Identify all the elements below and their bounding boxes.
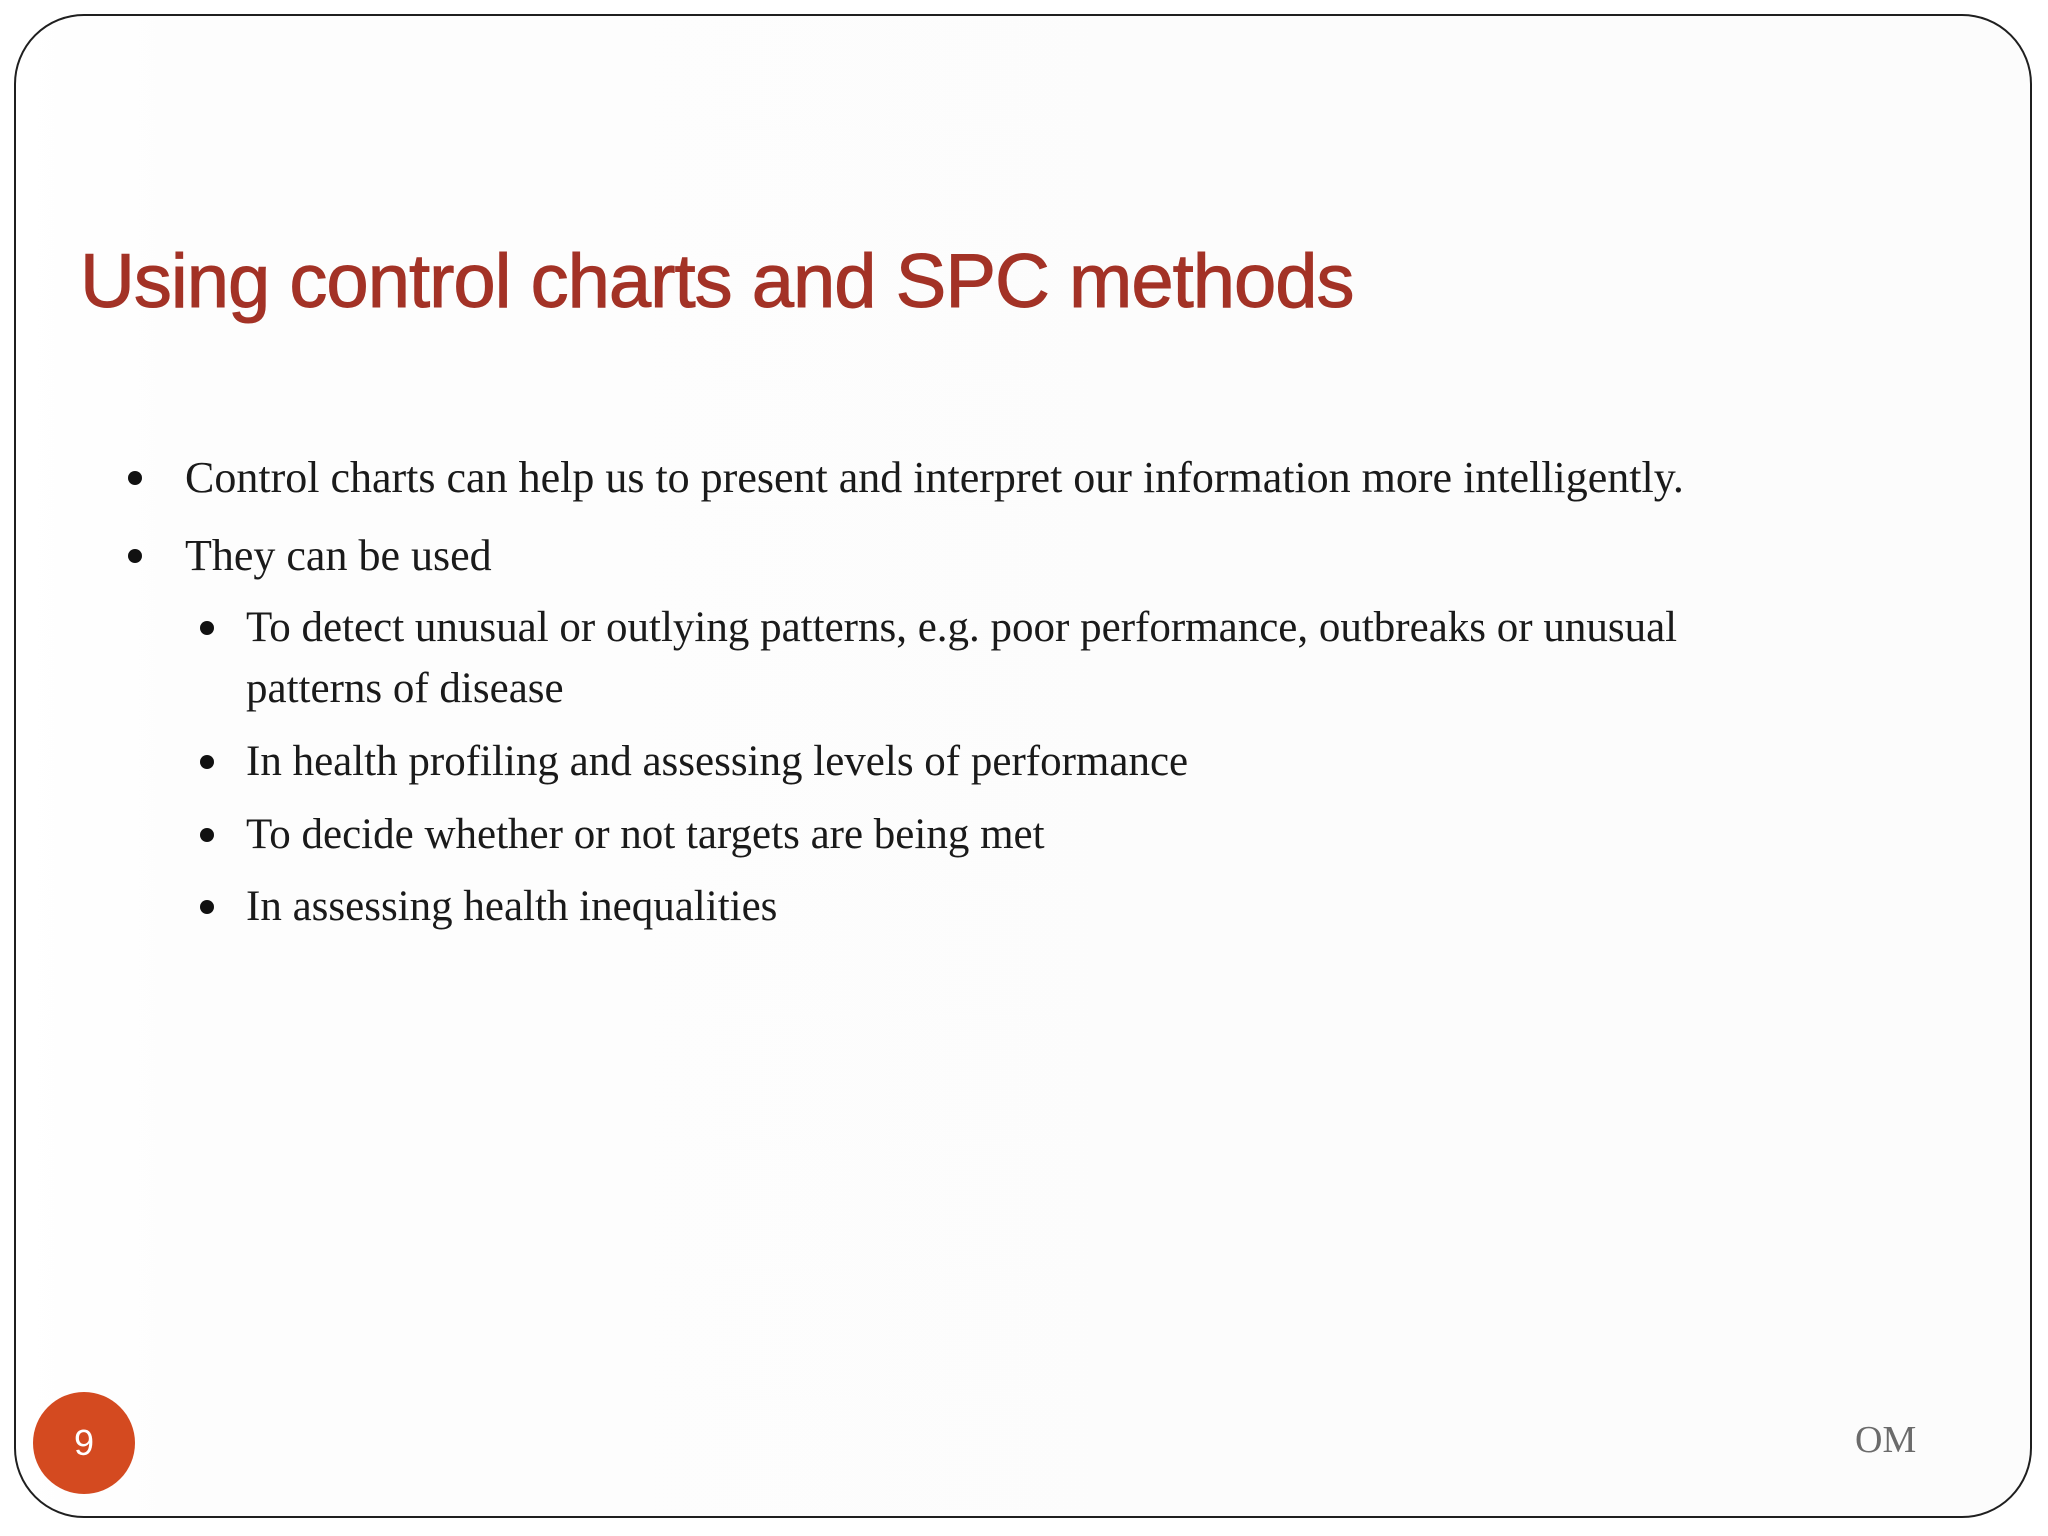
bullet-dot-icon (200, 900, 214, 914)
bullet-text: Control charts can help us to present and interpret our information more intelligently. (185, 453, 1684, 502)
page-number-badge: 9 (33, 1392, 135, 1494)
bullet-dot-icon (128, 549, 142, 563)
slide-title: Using control charts and SPC methods (80, 239, 1354, 324)
bullet-dot-icon (128, 471, 142, 485)
sub-bullet-text: To detect unusual or outlying patterns, e.g. poor performance, outbreaks or unusual (246, 604, 1678, 651)
bullet-dot-icon (200, 828, 214, 842)
sub-bullet-text: In assessing health inequalities (246, 883, 778, 930)
footer-text: OM (1855, 1419, 1917, 1461)
sub-bullet-text-continued: patterns of disease (246, 665, 564, 712)
sub-bullet-text: In health profiling and assessing levels of performance (246, 738, 1189, 785)
bullet-dot-icon (200, 621, 214, 635)
bullet-text: They can be used (185, 531, 492, 580)
bullet-dot-icon (200, 755, 214, 769)
sub-bullet-text: To decide whether or not targets are being met (246, 811, 1045, 858)
